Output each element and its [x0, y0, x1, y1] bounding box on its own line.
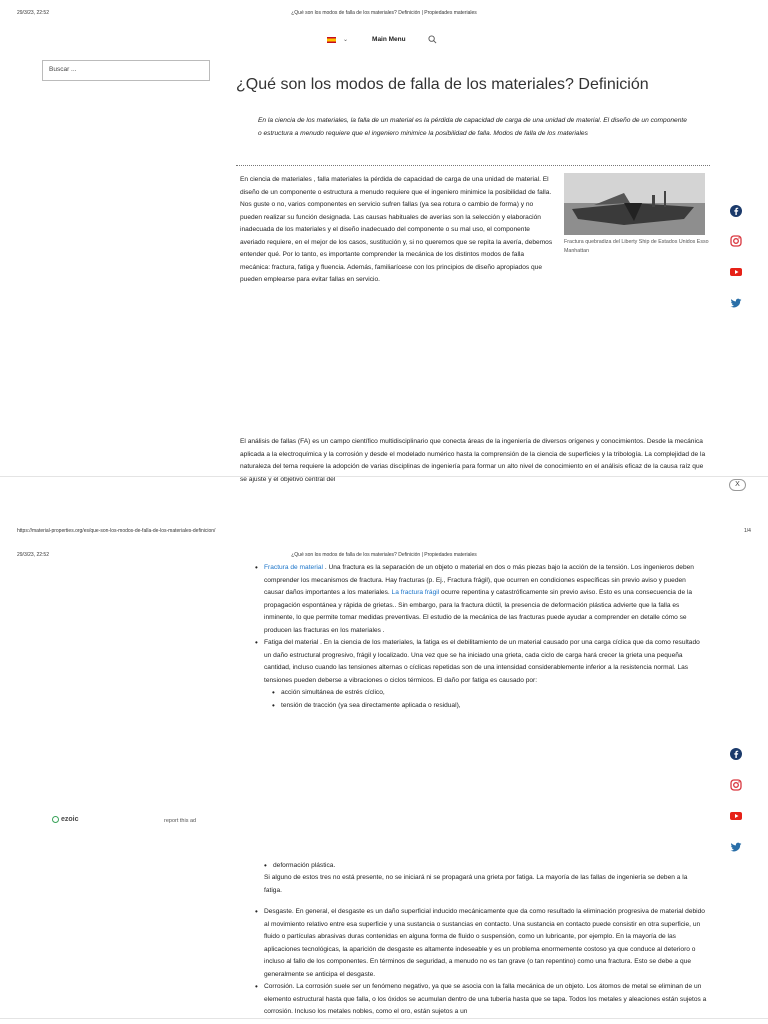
- divider: [236, 165, 710, 166]
- figure-caption: Fractura quebradiza del Liberty Ship de Estados Unidos Esso Manhattan: [564, 239, 709, 254]
- page-title: ¿Qué son los modos de falla de los materiales? Definición: [236, 76, 649, 93]
- list-item: • Desgaste. En general, el desgaste es un daño superficial inducido mecánicamente que da como resultado la eliminación progresiva de material debido al movimiento relativo entre esa superficie y una sustancia o sustancias en contacto. Una sustancia en contacto puede consistir en otra superficie, un fluido o partículas abrasivas duras contenidas en alguna forma de fluido o suspensión, como un lubricante, por ejemplo. En la mayoría de las aplicaciones tecnológicas, la aparición de desgaste es altamente indeseable y es un problema enormemente costoso ya que conduce al deterioro o incluso al fallo de los componentes. En términos de seguridad, a menudo no es tan grave (o tan repentino) como una fractura. Esto se debe a que generalmente se anticipa el desgaste.: [255, 906, 707, 981]
- report-ad-link[interactable]: report this ad: [164, 818, 197, 824]
- sub-list: [264, 687, 707, 712]
- article-paragraph: El análisis de fallas (FA) es un campo científico multidisciplinario que conecta áreas de la ingeniería de diversos orígenes y conocimientos. Desde la mecánica aplicada a la electroquímica y la corrosión y desde el modelado numérico hasta la comprensión de la ciencia de superficies y la tribología. La complejidad de la naturaleza del tema requiere la adopción de varias disciplinas de ingeniería para formar un alto nivel de conocimiento en el análisis eficaz de la causa raíz que se ajuste y el objetivo central del: [240, 438, 706, 483]
- list-item: [255, 637, 707, 712]
- brittle-fracture-link[interactable]: La fractura frágil: [391, 589, 440, 596]
- failure-modes-list: [255, 906, 707, 1019]
- search-input[interactable]: Buscar ...: [42, 60, 210, 81]
- failure-modes-list: [255, 562, 707, 712]
- sub-list: [264, 860, 704, 873]
- chevron-down-icon[interactable]: ⌄: [343, 37, 349, 43]
- search-icon[interactable]: [428, 35, 437, 44]
- sub-list-item: • tensión de tracción (ya sea directamente aplicada o residual),: [272, 700, 707, 713]
- youtube-icon[interactable]: [729, 809, 743, 823]
- print-date: 29/3/23, 22:52: [17, 10, 49, 16]
- fracture-link[interactable]: Fractura de material: [264, 564, 323, 571]
- ezoic-logo-icon: [52, 816, 59, 823]
- list-item: • Corrosión. La corrosión suele ser un fenómeno negativo, ya que se asocia con la falla mecánica de un objeto. Los átomos de metal se eliminan de un elemento estructural hasta que falla, o los óxidos se acumulan dentro de una tubería hasta que se tapa. Todos los metales y aleaciones están sujetos a corrosión. Incluso los metales nobles, como el oro, están sujetos a un: [255, 981, 707, 1019]
- close-ad-button[interactable]: X: [729, 479, 746, 491]
- ezoic-label: ezoic: [61, 816, 79, 823]
- top-nav: [327, 35, 437, 44]
- page-separator: [0, 476, 768, 477]
- twitter-icon[interactable]: [729, 840, 743, 854]
- print-date: 29/3/23, 22:52: [17, 552, 49, 558]
- page-separator: [0, 1018, 768, 1019]
- list-item-text: Fatiga del material . En la ciencia de los materiales, la fatiga es el debilitamiento de un material causado por una carga cíclica que da como resultado un daño estructural progresivo, frágil y localizado. Una vez que se ha iniciado una grieta, cada ciclo de carga hará crecer la grieta una pequeña cantidad, incluso cuando las tensiones alternas o cíclicas repetidas son de una intensidad considerablemente inferior a la resistencia normal. Las tensiones pueden deberse a vibraciones o ciclos térmicos. El daño por fatiga es causado por:: [264, 639, 700, 684]
- print-title: ¿Qué son los modos de falla de los materiales? Definición | Propiedades materiales: [291, 552, 477, 558]
- article-intro: En la ciencia de los materiales, la falla de un material es la pérdida de capacidad de carga de una unidad de material. El diseño de un componente o estructura a menudo requiere que el ingeniero minimice la posibilidad de falla. Modos de falla de los materiales: [258, 117, 687, 137]
- main-menu-button[interactable]: Main Menu: [372, 36, 406, 43]
- sub-list-item: • deformación plástica.: [264, 860, 704, 873]
- ship-photo: [564, 173, 705, 235]
- youtube-icon[interactable]: [729, 265, 743, 279]
- instagram-icon[interactable]: [729, 778, 743, 792]
- facebook-icon[interactable]: [729, 204, 743, 218]
- list-item: [255, 562, 707, 637]
- print-url: https://material-properties.org/es/que-son-los-modos-de-falla-de-los-materiales-definicion/: [17, 528, 216, 534]
- spain-flag-icon[interactable]: [327, 37, 336, 43]
- ezoic-logo[interactable]: [52, 816, 79, 823]
- facebook-icon[interactable]: [729, 747, 743, 761]
- list-item-text: . Una fractura es la separación de un objeto o material en dos o más piezas bajo la acción de la tensión. Los ingenieros deben comprender los mecanismos de fractura. Hay fracturas (p. Ej., Fractura frágil), que ocurren en condiciones específicas sin previo aviso y pueden causar daños importantes a los materiales.: [264, 564, 694, 596]
- list-paragraph: Si alguno de estos tres no está presente, no se iniciará ni se propagará una grieta por fatiga. La mayoría de las fallas de ingeniería se deben a la fatiga.: [264, 874, 688, 894]
- twitter-icon[interactable]: [729, 296, 743, 310]
- print-page-number: 1/4: [744, 528, 751, 534]
- instagram-icon[interactable]: [729, 234, 743, 248]
- article-paragraph: En ciencia de materiales , falla materiales la pérdida de capacidad de carga de una unidad de material. El diseño de un componente o estructura a menudo requiere que el ingeniero minimice la posibilidad de falla. Nos guste o no, varios componentes en servicio sufren fallas (ya sea rotura o cambio de forma) y no pueden realizar su función designada. Las causas habituales de averías son la selección y elaboración inadecuada de los materiales y el diseño inadecuado del componente o su mal uso, el componente averiado requiere, en el mejor de los casos, sustitución y, si no queremos que se repita la avería, debemos entender qué. Por lo tanto, es importante comprender la mecánica de los distintos modos de falla mecánica: fractura, fatiga y fluencia. Además, familiarícese con los principios de diseño apropiados que pueden emplearse para evitar fallas en servicio.: [240, 176, 553, 283]
- print-title: ¿Qué son los modos de falla de los materiales? Definición | Propiedades materiales: [291, 10, 477, 16]
- list-item-text: ocurre repentina y catastróficamente sin previo aviso. Esto es una consecuencia de la propagación espontánea y rápida de grietas.. Sin embargo, para la fractura dúctil, la presencia de deformación plástica advierte que la falla es inminente, lo que permite tomar medidas preventivas. El estudio de la mecánica de las fracturas puede ayudar a comprender en detalle cómo se producen las fracturas en los materiales .: [264, 589, 693, 634]
- sub-list-item: • acción simultánea de estrés cíclico,: [272, 687, 707, 700]
